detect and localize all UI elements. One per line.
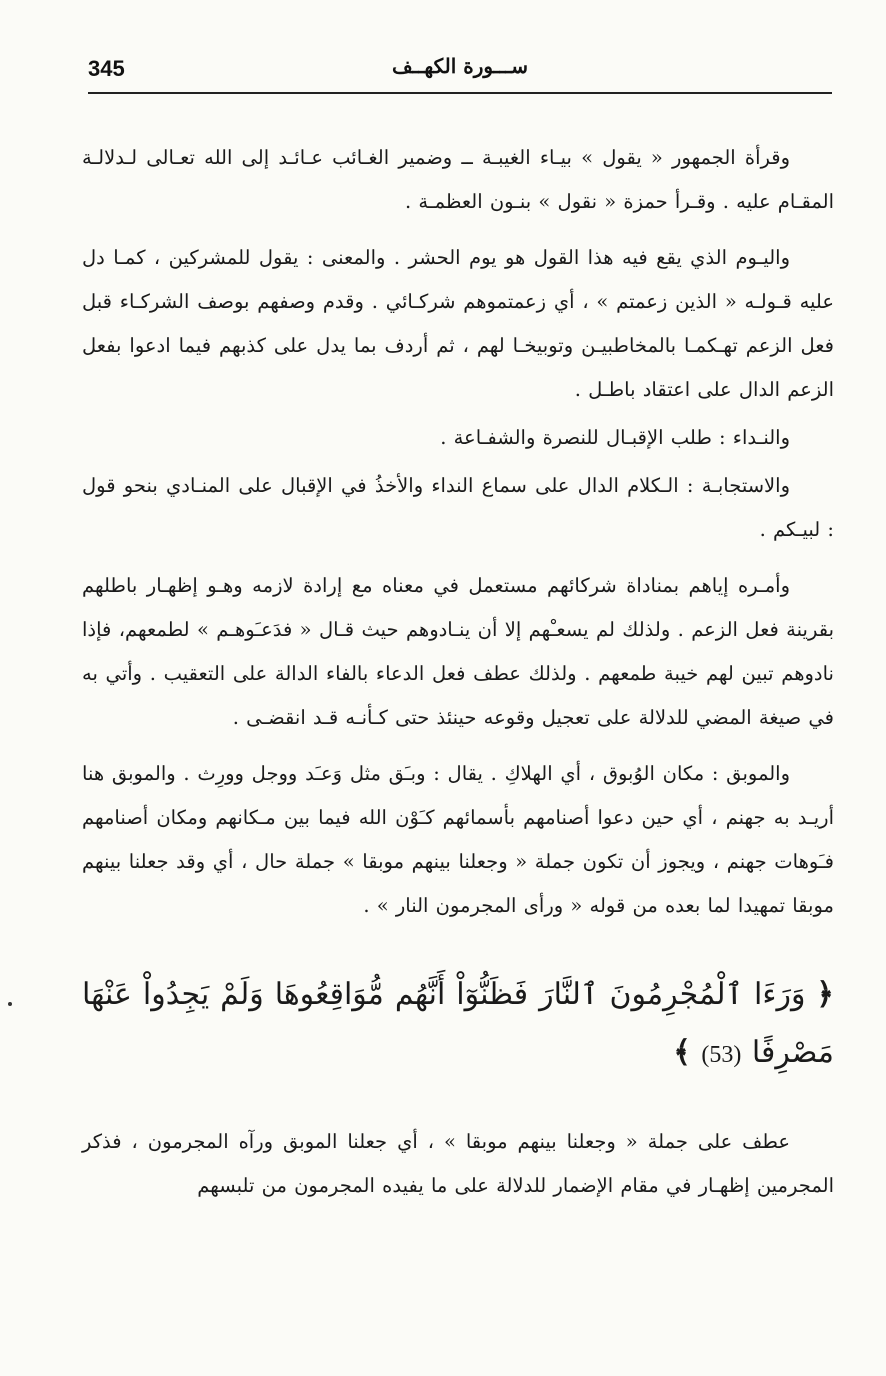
surah-title: ســـورة الكهــف — [391, 54, 529, 78]
paragraph-mawbiq: والموبق : مكان الوُبوق ، أي الهلاكِ . يقال : وبـَق مثل وَعـَد ووجل وورِث . والموبق هنا أريـد به جهنم ، أي حين دعوا أصنامهم بأسمائهم كـَوْن الله فيما بين مـكانهم ومكان أصنامهم فـَوهات جهنم ، ويجوز أن تكون جملة « وجعلنا بينهم موبقا » جملة حال ، أي وقد جعلنا بينهم موبقا تمهيدا لما بعده من قوله « ورأى المجرمون النار » . — [82, 762, 834, 917]
page-number: 345 — [88, 56, 125, 81]
paragraph-response: والاستجابـة : الـكلام الدال على سماع النداء والأخذُ في الإقبال على المنـادي بنحو قول : لبيـكم . — [82, 474, 834, 541]
quran-verse — [82, 966, 834, 1084]
page-header — [88, 52, 832, 92]
verse-open-bracket: ﴿ — [816, 977, 834, 1012]
paragraph-commentary: عطف على جملة « وجعلنا بينهم موبقا » ، أي جعلنا الموبق ورآه المجرمون ، فذكر المجرمين إظهـار في مقام الإضمار للدلالة على ما يفيده المجرمون من تلبسهم — [82, 1130, 834, 1197]
paragraph-calling: والنـداء : طلب الإقبـال للنصرة والشفـاعة . — [440, 426, 790, 449]
paragraph-command: وأمـره إياهم بمناداة شركائهم مستعمل في معناه مع إرادة لازمه وهـو إظهـار باطلهم بقرينة فعل الزعم . ولذلك لم يسعـْهم إلا أن ينـادوهم حيث قـال « فدَعـَوهـم » لطمعهم، فإذا نادوهم تبين لهم خيبة طمعهم . ولذلك عطف فعل الدعاء بالفاء الدالة على التعقيب . وأتي به في صيغة المضي للدلالة على تعجيل وقوعه حينئذ حتى كـأنـه قـد انقضـى . — [82, 574, 834, 729]
page-body — [82, 136, 834, 1208]
verse-number: (53) — [701, 1042, 742, 1068]
paragraph-day-of-gathering: واليـوم الذي يقع فيه هذا القول هو يوم الحشر . والمعنى : يقول للمشركين ، كمـا دل عليه قـولـه « الذين زعمتم » ، أي زعمتموهم شركـائي . وقدم وصفهم بوصف الشركـاء قبل فعل الزعم تهـكمـا بالمخاطبيـن وتوبيخـا لهم ، ثم أردف بما يدل على كذبهم فيما ادعوا بفعل الزعم الدال على اعتقاد باطـل . — [82, 246, 834, 401]
header-divider — [88, 92, 832, 94]
margin-speck — [8, 1002, 12, 1006]
verse-text: وَرَءَا ٱلْمُجْرِمُونَ ٱلنَّارَ فَظَنُّوٓاْ أَنَّهُم مُّوَاقِعُوهَا وَلَمْ يَجِدُواْ عَنْهَا مَصْرِفًا — [82, 977, 834, 1070]
paragraph-reading: وقرأة الجمهور « يقول » بيـاء الغيبـة ــ وضمير الغـائب عـائـد إلى الله تعـالى لـدلالـة المقـام عليه . وقـرأ حمزة « نقول » بنـون العظمـة . — [82, 146, 834, 213]
verse-close-bracket: ﴾ — [673, 1035, 691, 1070]
